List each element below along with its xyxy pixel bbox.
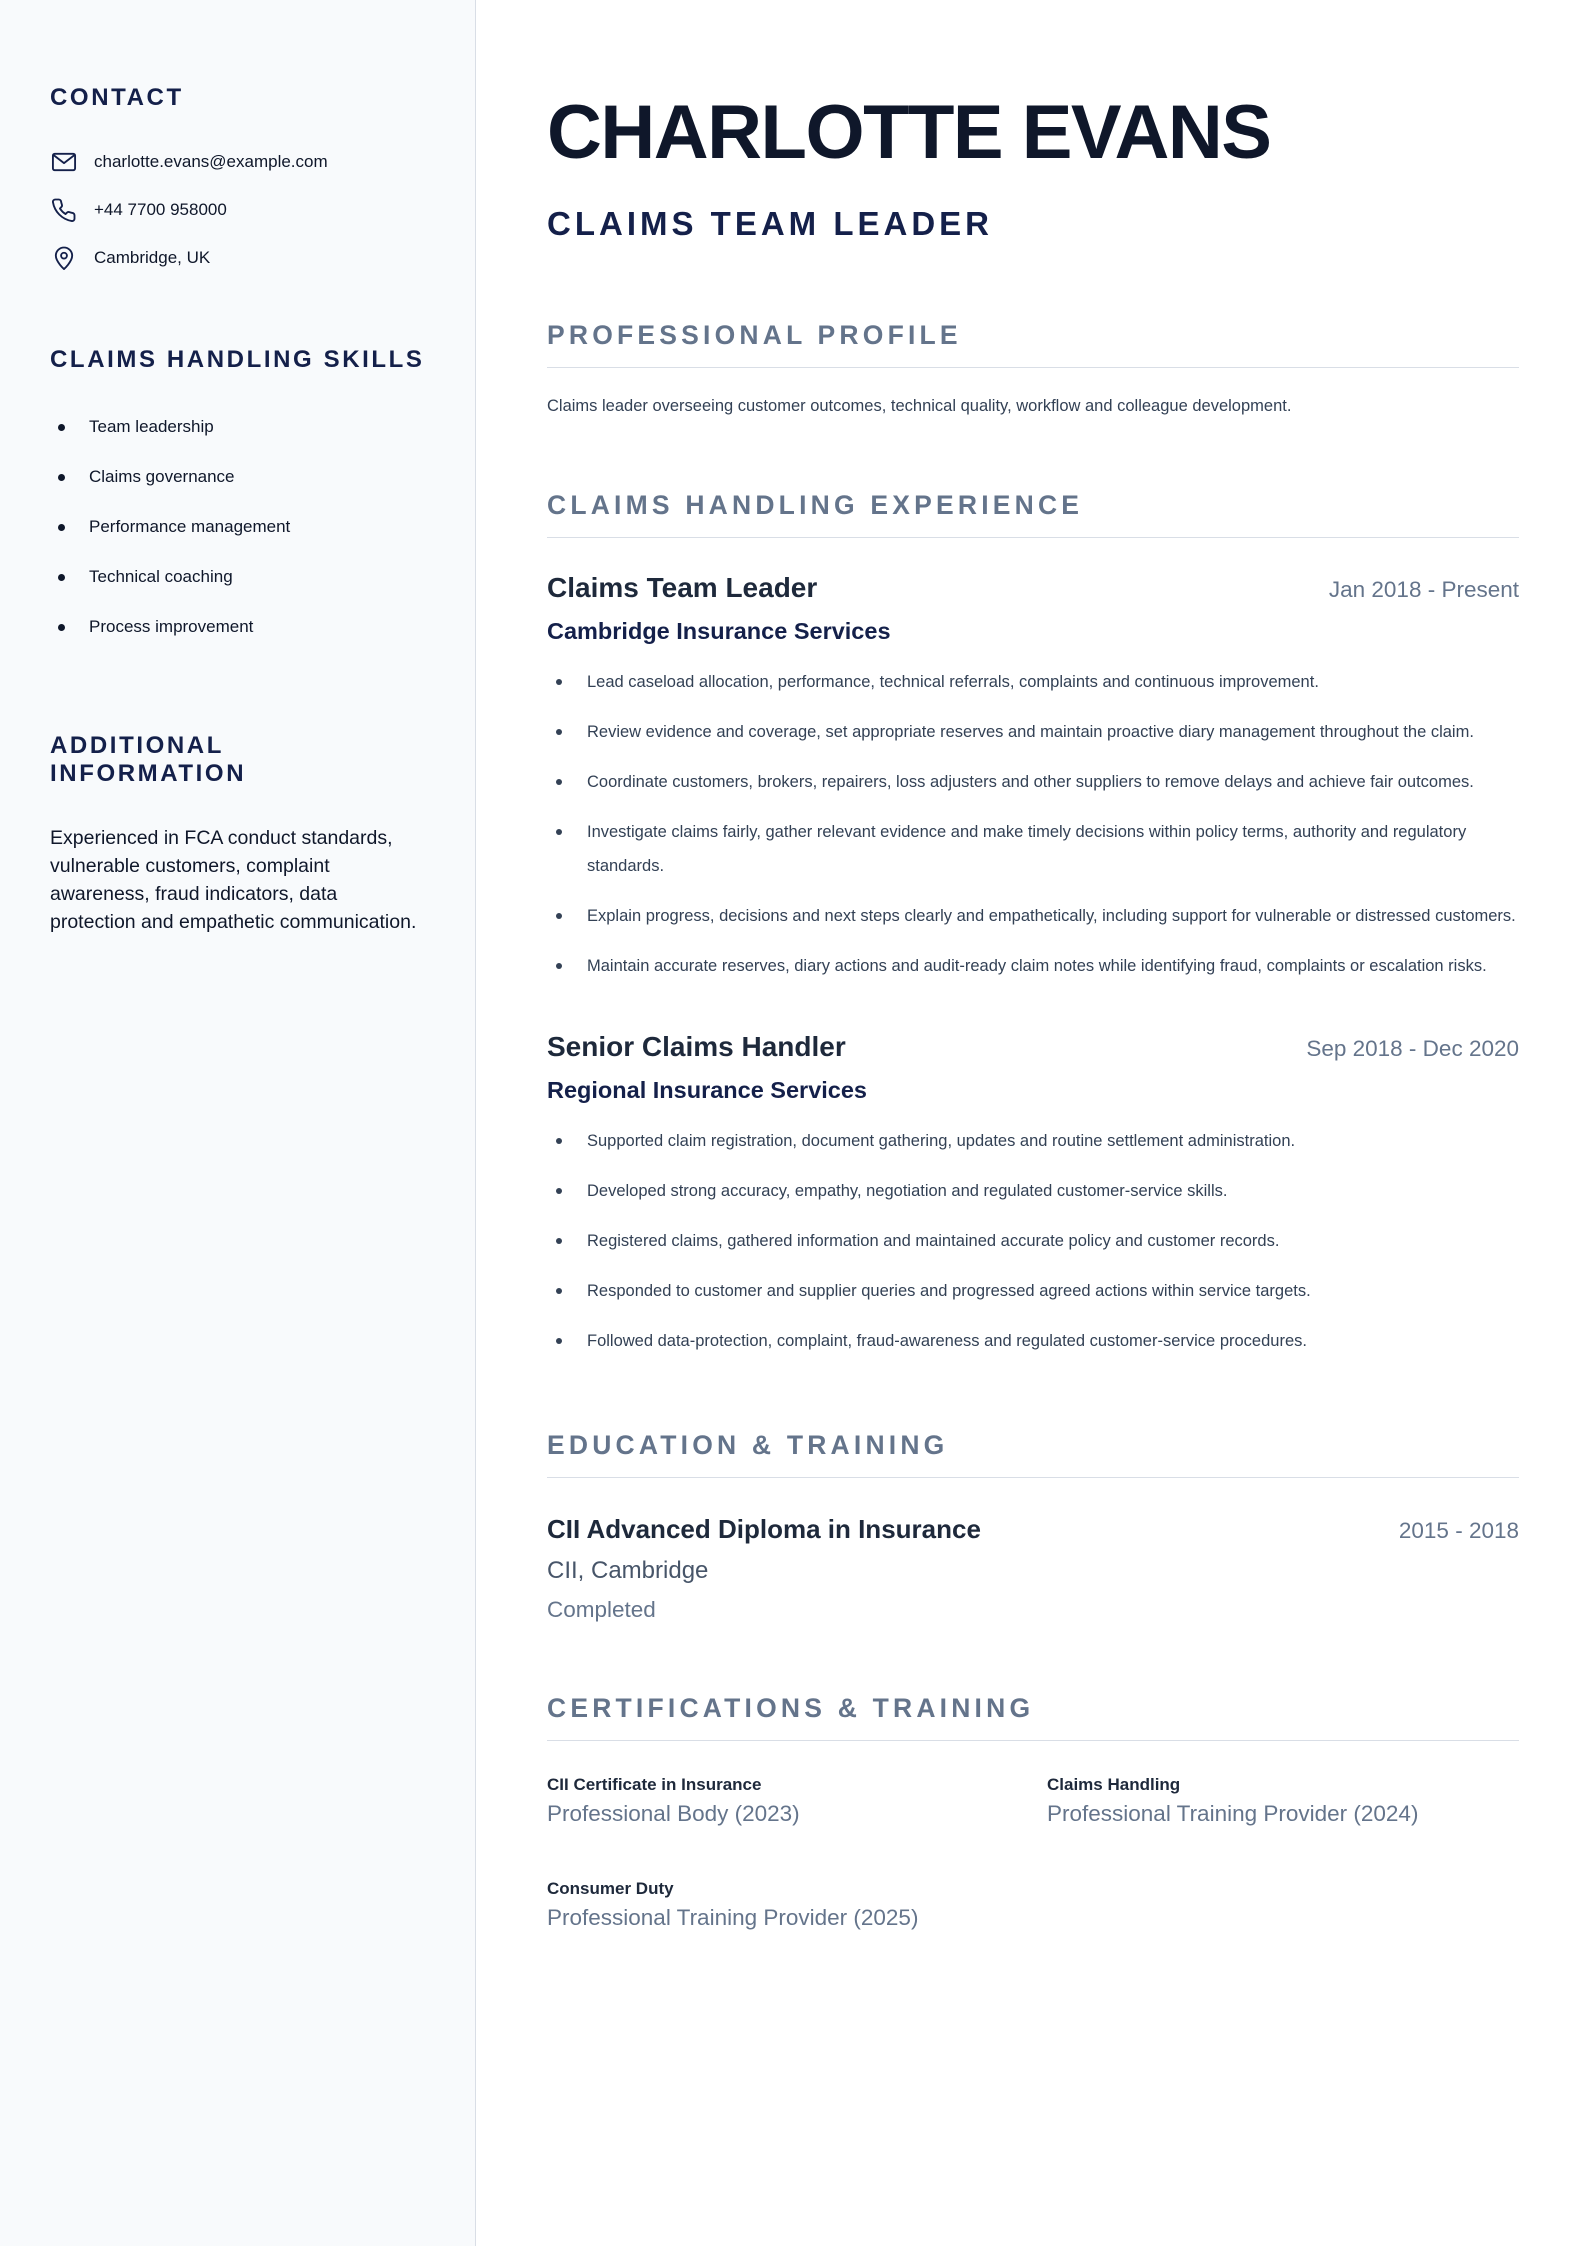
experience-heading: CLAIMS HANDLING EXPERIENCE <box>547 490 1519 538</box>
candidate-name: CHARLOTTE EVANS <box>547 90 1271 175</box>
profile-text: Claims leader overseeing customer outcomes, technical quality, workflow and colleague development. <box>547 397 1292 415</box>
education-header <box>547 1514 1519 1545</box>
skill-label: Claims governance <box>89 467 235 486</box>
bullet-dot <box>556 729 562 735</box>
certification-item <box>547 1879 1047 1931</box>
bullet-dot <box>556 679 562 685</box>
additional-heading: ADDITIONAL INFORMATION <box>50 732 247 787</box>
bullet-item <box>547 1124 1519 1158</box>
job-dates: Sep 2018 - Dec 2020 <box>1306 1036 1519 1061</box>
bullet-text: Followed data-protection, complaint, fraud-awareness and regulated customer-service procedures. <box>587 1332 1307 1350</box>
bullet-dot <box>556 829 562 835</box>
certification-item <box>547 1775 1047 1827</box>
skill-item <box>50 502 425 552</box>
contact-list <box>50 138 425 282</box>
skills-list <box>50 402 425 652</box>
skill-item <box>50 452 425 502</box>
bullet-item <box>547 715 1519 749</box>
skill-item <box>50 602 425 652</box>
skill-label: Performance management <box>89 517 291 536</box>
skills-heading: CLAIMS HANDLING SKILLS <box>50 346 425 373</box>
bullet-dot <box>556 913 562 919</box>
bullet-dot <box>556 1138 562 1144</box>
skill-item <box>50 402 425 452</box>
education-entry <box>547 1514 1519 1623</box>
education-dates: 2015 - 2018 <box>1398 1518 1519 1543</box>
phone-icon <box>50 196 78 224</box>
contact-heading: CONTACT <box>50 84 184 111</box>
certification-name: Consumer Duty <box>547 1879 674 1898</box>
job-dates: Jan 2018 - Present <box>1328 577 1519 602</box>
bullet-text: Review evidence and coverage, set appropriate reserves and maintain proactive diary management throughout the claim. <box>587 723 1474 741</box>
bullet-item <box>547 765 1519 799</box>
job-title: Senior Claims Handler <box>547 1031 846 1062</box>
sidebar <box>0 0 476 2246</box>
bullet-text: Supported claim registration, document gathering, updates and routine settlement administration. <box>587 1132 1296 1150</box>
certifications-grid <box>547 1775 1519 1931</box>
education-status: Completed <box>547 1597 656 1622</box>
contact-location <box>50 234 425 282</box>
education-title: CII Advanced Diploma in Insurance <box>547 1514 981 1544</box>
contact-email <box>50 138 425 186</box>
phone-text[interactable]: +44 7700 958000 <box>94 200 227 219</box>
bullet-dot <box>58 424 65 431</box>
education-heading: EDUCATION & TRAINING <box>547 1430 1519 1478</box>
bullet-text: Developed strong accuracy, empathy, negotiation and regulated customer-service skills. <box>587 1182 1228 1200</box>
certification-name: Claims Handling <box>1047 1775 1181 1794</box>
job-company: Regional Insurance Services <box>547 1077 868 1103</box>
email-text[interactable]: charlotte.evans@example.com <box>94 152 328 171</box>
bullet-dot <box>58 524 65 531</box>
job-bullets <box>547 1124 1519 1358</box>
bullet-item <box>547 1274 1519 1308</box>
certification-name: CII Certificate in Insurance <box>547 1775 762 1794</box>
bullet-text: Coordinate customers, brokers, repairers, loss adjusters and other suppliers to remove delays and achieve fair outcomes. <box>587 773 1474 791</box>
job-bullets <box>547 665 1519 983</box>
bullet-dot <box>556 1288 562 1294</box>
bullet-dot <box>556 963 562 969</box>
bullet-dot <box>58 624 65 631</box>
bullet-text: Lead caseload allocation, performance, technical referrals, complaints and continuous improvement. <box>587 673 1319 691</box>
job-header <box>547 1031 1519 1063</box>
bullet-item <box>547 1224 1519 1258</box>
bullet-text: Registered claims, gathered information and maintained accurate policy and customer records. <box>587 1232 1280 1250</box>
bullet-dot <box>556 1188 562 1194</box>
bullet-dot <box>58 574 65 581</box>
certification-item <box>1047 1775 1519 1827</box>
bullet-text: Maintain accurate reserves, diary actions and audit-ready claim notes while identifying fraud, complaints or escalation risks. <box>587 957 1487 975</box>
certification-provider: Professional Training Provider (2025) <box>547 1905 919 1930</box>
bullet-text: Explain progress, decisions and next steps clearly and empathetically, including support for vulnerable or distressed customers. <box>587 907 1516 925</box>
skill-label: Team leadership <box>89 417 214 436</box>
contact-phone <box>50 186 425 234</box>
additional-text: Experienced in FCA conduct standards, vulnerable customers, complaint awareness, fraud indicators, data protection and empathetic communication. <box>50 827 417 933</box>
certification-provider: Professional Training Provider (2024) <box>1047 1801 1419 1826</box>
bullet-item <box>547 815 1519 883</box>
job-entry <box>547 572 1519 983</box>
bullet-text: Responded to customer and supplier queries and progressed agreed actions within service targets. <box>587 1282 1311 1300</box>
mail-icon <box>50 148 78 176</box>
main-content <box>547 0 1519 1931</box>
job-header <box>547 572 1519 604</box>
bullet-item <box>547 949 1519 983</box>
bullet-dot <box>556 1338 562 1344</box>
education-institution: CII, Cambridge <box>547 1557 709 1584</box>
profile-heading: PROFESSIONAL PROFILE <box>547 320 1519 368</box>
bullet-dot <box>556 1238 562 1244</box>
bullet-dot <box>58 474 65 481</box>
bullet-text: Investigate claims fairly, gather relevant evidence and make timely decisions within policy terms, authority and regulatory standards. <box>587 823 1467 875</box>
bullet-item <box>547 665 1519 699</box>
bullet-item <box>547 1324 1519 1358</box>
location-text: Cambridge, UK <box>94 248 211 267</box>
location-pin-icon <box>50 244 78 272</box>
job-entry <box>547 1031 1519 1358</box>
skill-label: Technical coaching <box>89 567 233 586</box>
certifications-heading: CERTIFICATIONS & TRAINING <box>547 1693 1519 1741</box>
job-title-heading: CLAIMS TEAM LEADER <box>547 205 993 242</box>
certification-provider: Professional Body (2023) <box>547 1801 800 1826</box>
skill-label: Process improvement <box>89 617 254 636</box>
bullet-item <box>547 1174 1519 1208</box>
bullet-item <box>547 899 1519 933</box>
skill-item <box>50 552 425 602</box>
bullet-dot <box>556 779 562 785</box>
job-title: Claims Team Leader <box>547 572 818 603</box>
job-company: Cambridge Insurance Services <box>547 618 891 644</box>
